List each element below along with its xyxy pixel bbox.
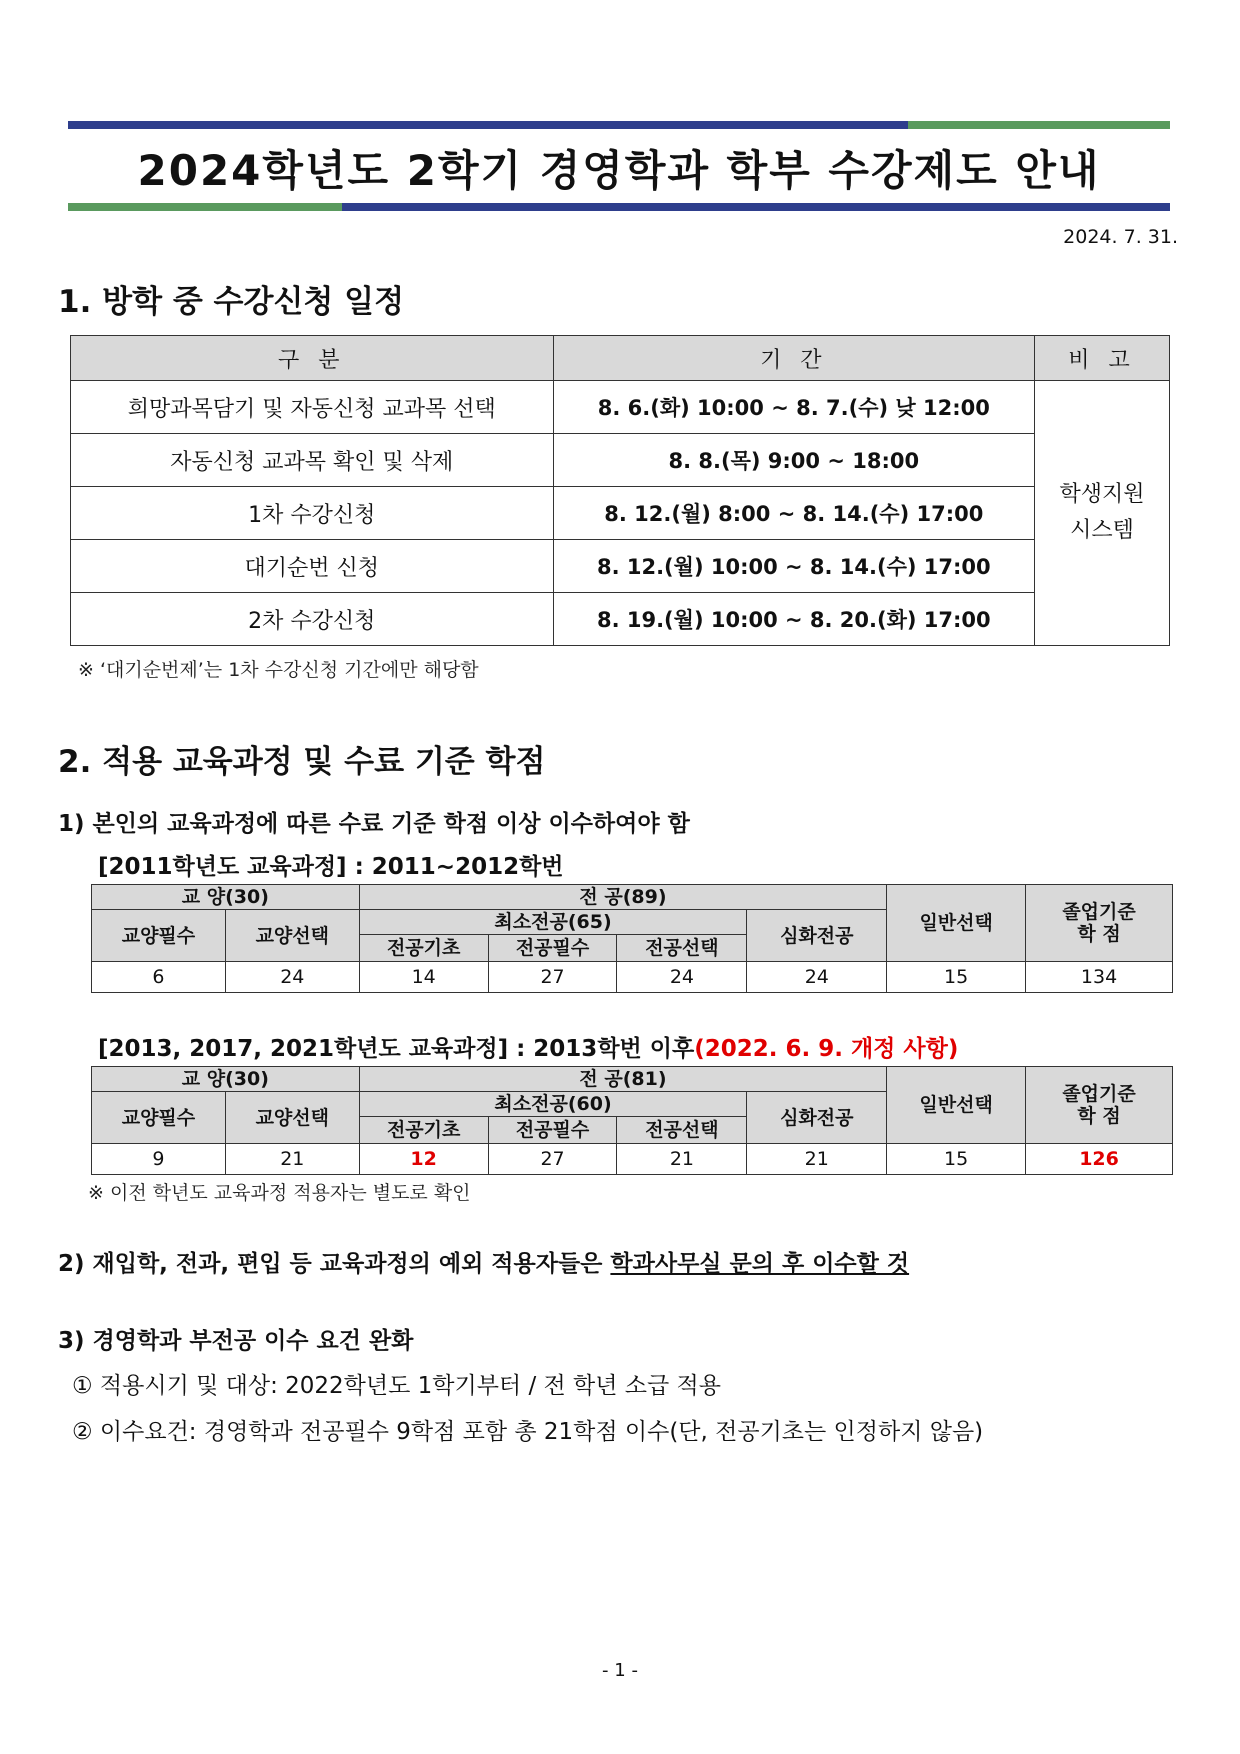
section1-heading: 1. 방학 중 수강신청 일정 [58, 284, 405, 320]
table2-value-highlight: 12 [359, 1144, 488, 1175]
schedule-label: 1차 수강신청 [71, 487, 554, 540]
table2-caption-text: [2013, 2017, 2021학년도 교육과정] : 2013학번 이후 [98, 1036, 695, 1062]
table1-general-elective-header: 교양선택 [225, 910, 359, 962]
section2-note: ※ 이전 학년도 교육과정 적용자는 별도로 확인 [88, 1182, 471, 1204]
table2-general-header: 교 양(30) [92, 1067, 360, 1092]
table1-value: 27 [488, 962, 617, 993]
table1-value: 6 [92, 962, 226, 993]
section1-note: ※ ‘대기순번제’는 1차 수강신청 기간에만 해당함 [78, 659, 479, 681]
table1-value: 24 [225, 962, 359, 993]
table2-value: 27 [488, 1144, 617, 1175]
page-number: - 1 - [602, 1660, 638, 1681]
schedule-period: 8. 12.(월) 8:00 ~ 8. 14.(수) 17:00 [553, 487, 1035, 540]
table1-value: 24 [617, 962, 747, 993]
title-top-bar-green [908, 121, 1170, 129]
table2-general-required-header: 교양필수 [92, 1092, 226, 1144]
table1-grad-line2: 학 점 [1077, 923, 1121, 945]
table2-value: 15 [887, 1144, 1026, 1175]
table1-general-required-header: 교양필수 [92, 910, 226, 962]
table2-caption [98, 1030, 958, 1063]
table2-value: 21 [617, 1144, 747, 1175]
table-row [92, 1144, 1173, 1175]
schedule-period: 8. 8.(목) 9:00 ~ 18:00 [553, 434, 1035, 487]
table-row [71, 540, 1170, 593]
document-date: 2024. 7. 31. [1063, 226, 1178, 248]
table1-major-basic-header: 전공기초 [359, 935, 488, 962]
table2-major-required-header: 전공필수 [488, 1117, 617, 1144]
table1-value: 15 [887, 962, 1026, 993]
table1-advanced-major-header: 심화전공 [747, 910, 887, 962]
title-top-bar-blue [68, 121, 908, 129]
table-row [71, 381, 1170, 434]
table2-value: 9 [92, 1144, 226, 1175]
section2-heading: 2. 적용 교육과정 및 수료 기준 학점 [58, 744, 546, 780]
table2-value-highlight: 126 [1026, 1144, 1173, 1175]
table2-free-elective-header: 일반선택 [887, 1067, 1026, 1144]
section2-sub3: 3) 경영학과 부전공 이수 요건 완화 [58, 1328, 414, 1354]
column-header-period: 기 간 [553, 336, 1035, 381]
table2-major-basic-header: 전공기초 [359, 1117, 488, 1144]
table2-major-header: 전 공(81) [359, 1067, 886, 1092]
table-row [71, 593, 1170, 646]
sub2-text: 2) 재입학, 전과, 편입 등 교육과정의 예외 적용자들은 [58, 1251, 611, 1277]
table2-value: 21 [747, 1144, 887, 1175]
credit-table-2013 [91, 1066, 1173, 1175]
table2-min-major-header: 최소전공(60) [359, 1092, 747, 1117]
table1-general-header: 교 양(30) [92, 885, 360, 910]
table1-major-elective-header: 전공선택 [617, 935, 747, 962]
table2-header-row1 [92, 1067, 1173, 1092]
table1-free-elective-header: 일반선택 [887, 885, 1026, 962]
table1-min-major-header: 최소전공(65) [359, 910, 747, 935]
document-title: 2024학년도 2학기 경영학과 학부 수강제도 안내 [137, 146, 1101, 195]
table2-value: 21 [225, 1144, 359, 1175]
schedule-label: 대기순번 신청 [71, 540, 554, 593]
list-item: ① 적용시기 및 대상: 2022학년도 1학기부터 / 전 학년 소급 적용 [72, 1373, 721, 1399]
column-header-category: 구 분 [71, 336, 554, 381]
sub2-underlined-text: 학과사무실 문의 후 이수할 것 [610, 1251, 910, 1277]
table2-general-elective-header: 교양선택 [225, 1092, 359, 1144]
table2-grad-header [1026, 1067, 1173, 1144]
schedule-table [70, 335, 1170, 646]
credit-table-2011 [91, 884, 1173, 993]
table1-header-row1 [92, 885, 1173, 910]
table1-grad-line1: 졸업기준 [1062, 901, 1136, 923]
table1-caption: [2011학년도 교육과정] : 2011~2012학번 [98, 854, 564, 880]
schedule-period: 8. 19.(월) 10:00 ~ 8. 20.(화) 17:00 [553, 593, 1035, 646]
table1-value: 24 [747, 962, 887, 993]
table2-caption-revision: (2022. 6. 9. 개정 사항) [694, 1036, 959, 1062]
table-row [71, 434, 1170, 487]
table2-grad-line1: 졸업기준 [1062, 1083, 1136, 1105]
table2-advanced-major-header: 심화전공 [747, 1092, 887, 1144]
table1-value: 14 [359, 962, 488, 993]
column-header-remark: 비 고 [1035, 336, 1170, 381]
table1-value: 134 [1026, 962, 1173, 993]
title-bottom-bar-green [68, 203, 342, 211]
table-row [71, 487, 1170, 540]
table2-grad-line2: 학 점 [1077, 1105, 1121, 1127]
remark-line2: 시스템 [1070, 518, 1134, 543]
remark-line1: 학생지원 [1059, 482, 1145, 507]
schedule-period: 8. 6.(화) 10:00 ~ 8. 7.(수) 낮 12:00 [553, 381, 1035, 434]
table-row [92, 962, 1173, 993]
table2-major-elective-header: 전공선택 [617, 1117, 747, 1144]
table1-major-header: 전 공(89) [359, 885, 886, 910]
schedule-label: 자동신청 교과목 확인 및 삭제 [71, 434, 554, 487]
table1-major-required-header: 전공필수 [488, 935, 617, 962]
schedule-header-row [71, 336, 1170, 381]
schedule-remark [1035, 381, 1170, 646]
title-bottom-bar-blue [342, 203, 1170, 211]
schedule-period: 8. 12.(월) 10:00 ~ 8. 14.(수) 17:00 [553, 540, 1035, 593]
schedule-label: 희망과목담기 및 자동신청 교과목 선택 [71, 381, 554, 434]
section2-sub2 [58, 1245, 909, 1278]
section2-sub1: 1) 본인의 교육과정에 따른 수료 기준 학점 이상 이수하여야 함 [58, 811, 690, 837]
schedule-label: 2차 수강신청 [71, 593, 554, 646]
table1-grad-header [1026, 885, 1173, 962]
list-item: ② 이수요건: 경영학과 전공필수 9학점 포함 총 21학점 이수(단, 전공기초는 인정하지 않음) [72, 1419, 984, 1445]
